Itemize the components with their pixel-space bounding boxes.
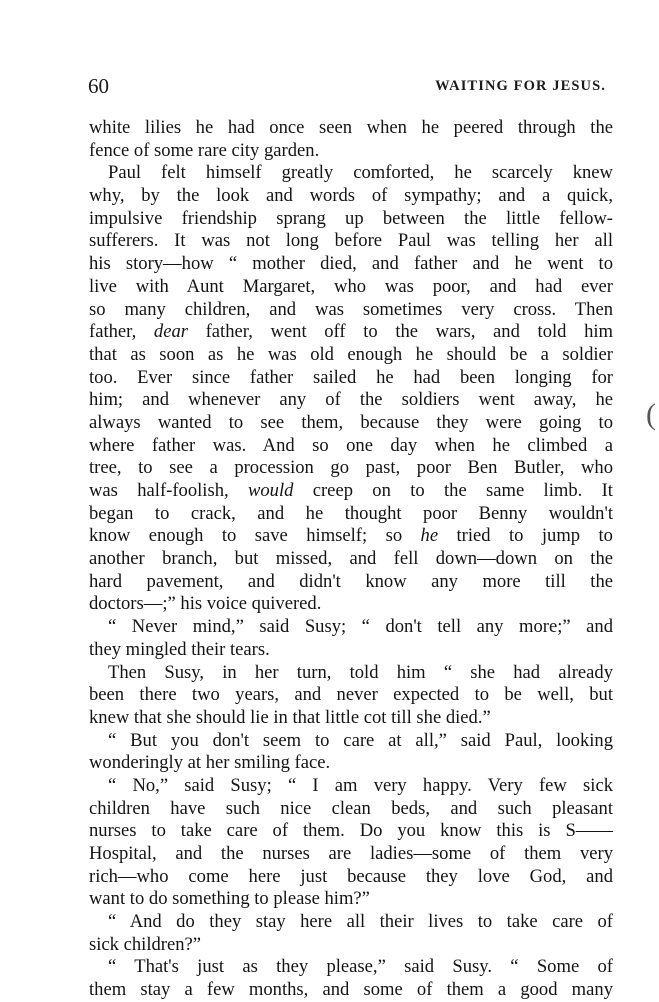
text-line: always wanted to see them, because they were going to <box>89 411 613 433</box>
text-line: that as soon as he was old enough he should be a soldier <box>89 343 613 365</box>
text-line: too. Ever since father sailed he had been longing for <box>89 366 613 388</box>
text-line: nurses to take care of them. Do you know this is S—— <box>89 820 613 842</box>
text-line: “ That's just as they please,” said Susy. “ Some of <box>108 956 613 978</box>
text-line: white lilies he had once seen when he peered through the <box>89 117 613 138</box>
text-line: so many children, and was sometimes very cross. Then <box>89 298 613 320</box>
text-line: “ No,” said Susy; “ I am very happy. Very few sick <box>108 774 613 796</box>
text-line: another branch, but missed, and fell down—down on the <box>89 548 613 570</box>
text-line: “ And do they stay here all their lives to take care of <box>108 911 613 933</box>
text-line: been there two years, and never expected to be well, but <box>89 684 613 706</box>
body-text <box>89 117 613 1002</box>
text-line: “ But you don't seem to care at all,” said Paul, looking <box>108 729 613 751</box>
text-line: father, dear father, went off to the wars, and told him <box>89 321 614 343</box>
text-line: Paul felt himself greatly comforted, he scarcely knew <box>108 162 613 184</box>
text-line: fence of some rare city garden. <box>89 139 320 161</box>
page-header <box>88 74 614 100</box>
text-line: impulsive friendship sprang up between the little fellow- <box>89 207 613 229</box>
margin-bracket-mark: ( <box>646 398 656 431</box>
text-line: him; and whenever any of the soldiers went away, he <box>89 389 613 411</box>
text-line: tree, to see a procession go past, poor Ben Butler, who <box>89 457 613 479</box>
running-title: WAITING FOR JESUS. <box>435 78 606 94</box>
text-line: know enough to save himself; so he tried to jump to <box>89 525 613 547</box>
text-line: they mingled their tears. <box>89 638 270 660</box>
text-line: Hospital, and the nurses are ladies—some of them very <box>89 843 613 864</box>
text-line: Then Susy, in her turn, told him “ she had already <box>108 661 613 683</box>
text-line: his story—how “ mother died, and father and he went to <box>89 253 613 275</box>
page-number: 60 <box>88 74 109 98</box>
text-line: hard pavement, and didn't know any more till the <box>89 570 613 592</box>
text-line: wonderingly at her smiling face. <box>89 752 331 774</box>
text-line: where father was. And so one day when he climbed a <box>89 434 613 456</box>
text-line: began to crack, and he thought poor Benny wouldn't <box>89 502 613 524</box>
text-line: them stay a few months, and some of them a good many <box>89 979 613 1001</box>
text-line: “ Never mind,” said Susy; “ don't tell any more;” and <box>108 616 613 638</box>
text-line: was half-foolish, would creep on to the same limb. It <box>89 480 613 501</box>
text-line: live with Aunt Margaret, who was poor, and had ever <box>89 275 613 297</box>
text-line: sufferers. It was not long before Paul was telling her all <box>89 230 613 252</box>
text-line: doctors—;” his voice quivered. <box>89 593 322 615</box>
text-line: knew that she should lie in that little cot till she died.” <box>89 706 491 728</box>
text-line: rich—who come here just because they love God, and <box>89 865 613 887</box>
text-line: children have such nice clean beds, and such pleasant <box>89 797 613 819</box>
text-line: sick children?” <box>89 933 202 955</box>
text-line: why, by the look and words of sympathy; and a quick, <box>89 185 613 207</box>
text-line: want to do something to please him?” <box>89 888 370 910</box>
